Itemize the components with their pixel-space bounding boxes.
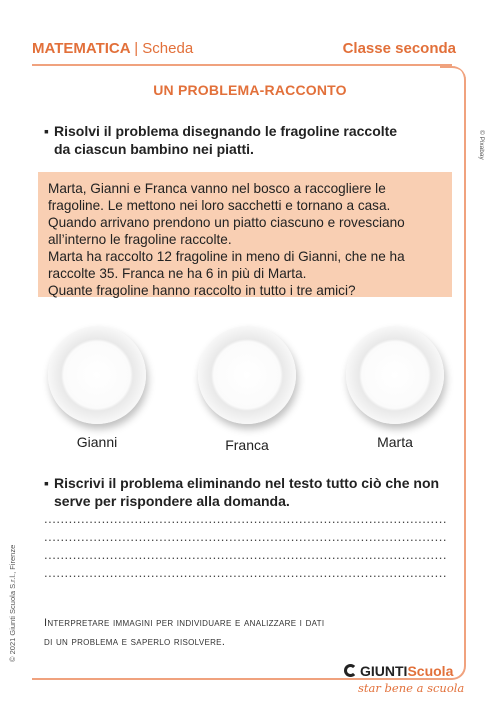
answer-line-3[interactable]: .................................................................................................. — [44, 547, 447, 562]
header-separator: | — [134, 40, 139, 57]
story-box — [38, 172, 452, 297]
giunti-g-icon — [344, 664, 357, 677]
instruction-rewrite — [44, 474, 454, 510]
instruction-draw-line2: da ciascun bambino nei piatti. — [54, 141, 254, 157]
learning-goal-line2: di un problema e saperlo risolvere. — [44, 636, 226, 648]
story-line: raccolte 35. Franca ne ha 6 in più di Marta. — [48, 266, 307, 281]
answer-line-2[interactable]: .................................................................................................. — [44, 529, 447, 544]
answer-line-4[interactable]: .................................................................................................. — [44, 565, 447, 580]
instruction-draw-line1: Risolvi il problema disegnando le fragoline raccolte — [54, 123, 398, 139]
plate-marta[interactable] — [346, 326, 444, 424]
story-line: Marta, Gianni e Franca vanno nel bosco a raccogliere le — [48, 181, 386, 196]
bullet-icon: ▪ — [44, 123, 49, 139]
story-line: fragoline. Le mettono nei loro sacchetti e tornano a casa. — [48, 198, 391, 213]
content-frame-corner — [440, 66, 466, 80]
copyright-text: © 2021 Giunti Scuola S.r.l., Firenze — [8, 544, 17, 662]
photo-credit: © Pixabay — [478, 130, 485, 160]
subject-label — [32, 40, 193, 57]
story-line: Marta ha raccolto 12 fragoline in meno di Gianni, che ne ha — [48, 249, 405, 264]
plate-gianni[interactable] — [48, 326, 146, 424]
plate-franca[interactable] — [198, 326, 296, 424]
grade-label: Classe seconda — [342, 40, 456, 57]
logo-brand: GIUNTI — [360, 663, 408, 679]
story-line: Quando arrivano prendono un piatto ciascuno e rovesciano — [48, 215, 405, 230]
answer-line-1[interactable]: .................................................................................................. — [44, 511, 447, 526]
bullet-icon: ▪ — [44, 475, 49, 491]
page-header — [32, 40, 456, 60]
sheet-type: Scheda — [142, 40, 194, 57]
learning-goal — [44, 614, 444, 652]
logo-tagline: star bene a scuola — [358, 681, 465, 695]
worksheet-title: UN PROBLEMA-RACCONTO — [153, 82, 347, 98]
plate-label-gianni: Gianni — [76, 434, 118, 450]
logo-brand-scuola: Scuola — [407, 663, 454, 679]
logo-wordmark — [344, 663, 453, 679]
story-line: Quante fragoline hanno raccolto in tutto i tre amici? — [48, 283, 356, 298]
subject-name: MATEMATICA — [32, 40, 131, 57]
instruction-rewrite-line2: serve per rispondere alla domanda. — [54, 493, 290, 509]
plate-label-marta: Marta — [377, 434, 413, 450]
learning-goal-line1: Interpretare immagini per individuare e analizzare i dati — [44, 617, 325, 629]
plate-label-franca: Franca — [225, 437, 269, 453]
instruction-draw — [44, 122, 454, 158]
story-line: all’interno le fragoline raccolte. — [48, 232, 232, 247]
publisher-logo — [344, 663, 464, 703]
instruction-rewrite-line1: Riscrivi il problema eliminando nel testo tutto ciò che non — [54, 475, 440, 491]
